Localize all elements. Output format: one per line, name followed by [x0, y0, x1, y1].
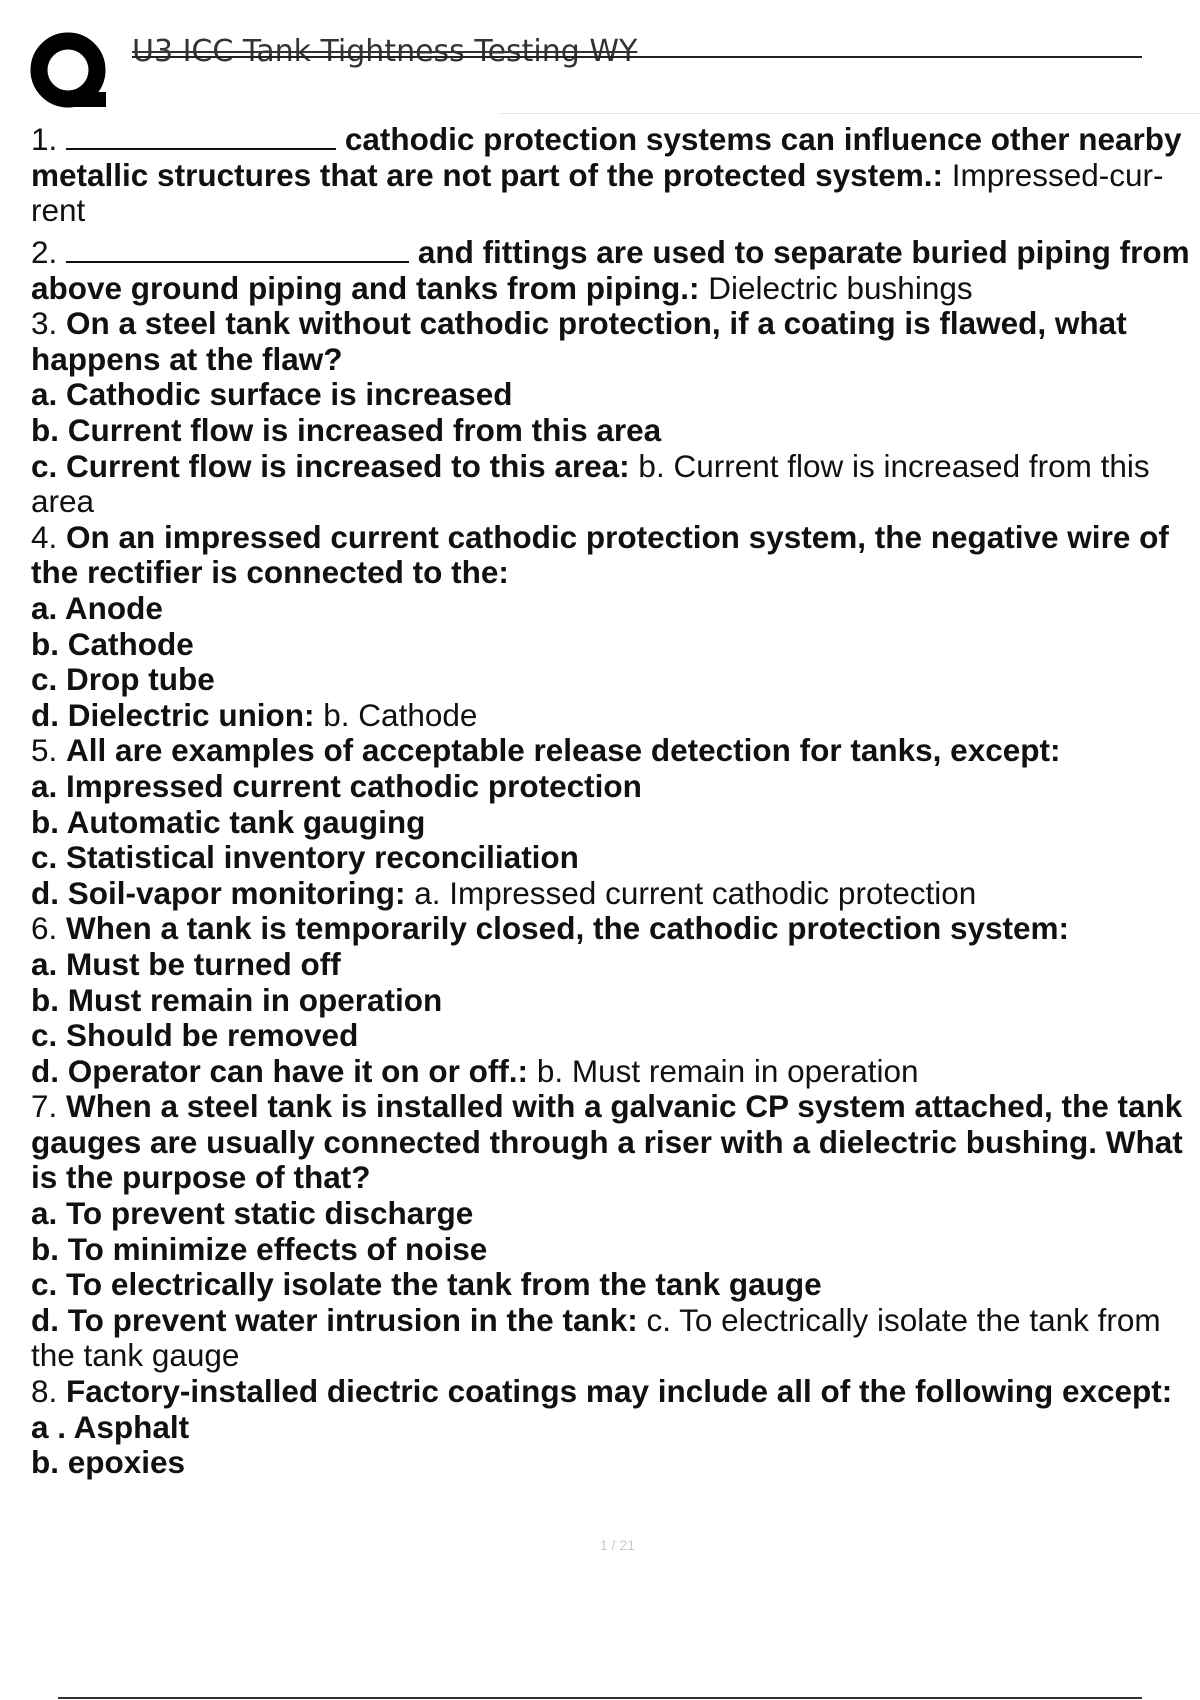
- question-text: b. Must remain in operation: [31, 981, 443, 1018]
- text-line: [31, 1232, 1200, 1268]
- text-line: [31, 193, 1200, 229]
- text-line: [31, 1054, 1200, 1090]
- text-line: [31, 484, 1200, 520]
- question-text: b. Cathode: [31, 625, 194, 662]
- text-line: [31, 1160, 1200, 1196]
- text-line: [31, 377, 1200, 413]
- question-text: c. Should be removed: [31, 1017, 359, 1054]
- text-line: [31, 876, 1200, 912]
- question-text: gauges are usually connected through a riser with a dielectric bushing. What: [31, 1123, 1183, 1160]
- answer-text: Dielectric bushings: [699, 269, 973, 306]
- question-number: 5.: [31, 732, 58, 769]
- question-text: above ground piping and tanks from piping.:: [31, 269, 700, 306]
- title-rule: [132, 56, 1142, 58]
- answer-text: area: [31, 483, 95, 520]
- question-text: When a steel tank is installed with a galvanic CP system attached, the tank: [66, 1088, 1183, 1125]
- answer-text: a. Impressed current cathodic protection: [405, 874, 977, 911]
- question-number: 1.: [31, 121, 58, 158]
- question-text: happens at the flaw?: [31, 340, 343, 377]
- text-line: [31, 342, 1200, 378]
- question-text: d. Operator can have it on or off.:: [31, 1052, 529, 1089]
- question-text: c. Statistical inventory reconciliation: [31, 839, 579, 876]
- bottom-rule: [58, 1697, 1142, 1699]
- fill-in-blank: [66, 116, 336, 150]
- text-line: [31, 520, 1200, 556]
- question-number: 6.: [31, 910, 58, 947]
- question-text: b. To minimize effects of noise: [31, 1230, 488, 1267]
- question-text: the rectifier is connected to the:: [31, 554, 509, 591]
- text-line: [31, 1338, 1200, 1374]
- question-text: a . Asphalt: [31, 1408, 190, 1445]
- text-line: [31, 1196, 1200, 1232]
- text-line: [31, 271, 1200, 307]
- question-text: All are examples of acceptable release detection for tanks, except:: [66, 732, 1061, 769]
- question-text: a. To prevent static discharge: [31, 1195, 474, 1232]
- text-line: [31, 805, 1200, 841]
- text-line: [31, 1018, 1200, 1054]
- text-line: [31, 1410, 1200, 1446]
- question-text: and fittings are used to separate buried piping from: [417, 234, 1190, 271]
- text-line: [31, 591, 1200, 627]
- question-text: a. Cathodic surface is increased: [31, 376, 513, 413]
- question-text: c. To electrically isolate the tank from the tank gauge: [31, 1266, 822, 1303]
- text-line: [31, 229, 1200, 271]
- text-line: [31, 1445, 1200, 1481]
- question-number: 4.: [31, 518, 58, 555]
- text-line: [31, 983, 1200, 1019]
- question-text: is the purpose of that?: [31, 1159, 371, 1196]
- question-text: a. Must be turned off: [31, 945, 341, 982]
- text-line: [31, 158, 1200, 194]
- answer-text: rent: [31, 192, 86, 229]
- question-text: b. Automatic tank gauging: [31, 803, 426, 840]
- question-number: 8.: [31, 1373, 58, 1410]
- question-text: a. Anode: [31, 589, 163, 626]
- answer-text: b. Cathode: [314, 696, 478, 733]
- text-line: [31, 769, 1200, 805]
- question-text: cathodic protection systems can influence other nearby: [344, 121, 1182, 158]
- question-text: d. Soil-vapor monitoring:: [31, 874, 406, 911]
- text-line: [31, 1125, 1200, 1161]
- text-line: [31, 662, 1200, 698]
- text-line: [31, 555, 1200, 591]
- flashcard-content: [31, 116, 1200, 1481]
- text-line: [31, 733, 1200, 769]
- text-line: [31, 911, 1200, 947]
- answer-text: b. Must remain in operation: [528, 1052, 919, 1089]
- question-text: metallic structures that are not part of the protected system.:: [31, 156, 943, 193]
- text-line: [31, 698, 1200, 734]
- question-text: d. To prevent water intrusion in the tank:: [31, 1301, 638, 1338]
- question-text: On an impressed current cathodic protection system, the negative wire of: [66, 518, 1169, 555]
- answer-text: b. Current flow is increased from this: [629, 447, 1150, 484]
- answer-text: Impressed-cur-: [942, 156, 1164, 193]
- question-text: b. epoxies: [31, 1444, 186, 1481]
- page-number: 1 / 21: [599, 1537, 636, 1553]
- text-line: [31, 306, 1200, 342]
- text-line: [31, 1089, 1200, 1125]
- text-line: [31, 1303, 1200, 1339]
- question-number: 2.: [31, 234, 58, 271]
- question-text: b. Current flow is increased from this area: [31, 412, 662, 448]
- question-text: c. Drop tube: [31, 661, 215, 698]
- question-text: c. Current flow is increased to this area:: [31, 447, 630, 484]
- question-text: Factory-installed diectric coatings may include all of the following except:: [66, 1373, 1173, 1410]
- answer-text: c. To electrically isolate the tank from: [637, 1301, 1161, 1338]
- question-number: 3.: [31, 305, 58, 342]
- question-text: a. Impressed current cathodic protection: [31, 767, 642, 804]
- question-text: d. Dielectric union:: [31, 696, 315, 733]
- text-line: [31, 947, 1200, 983]
- text-line: [31, 1374, 1200, 1410]
- text-line: [31, 1267, 1200, 1303]
- text-line: [31, 627, 1200, 663]
- text-line: [31, 449, 1200, 485]
- document-title: U3 ICC Tank Tightness Testing WY: [132, 34, 638, 69]
- question-number: 7.: [31, 1088, 58, 1125]
- quizlet-q-logo-icon: [30, 32, 110, 114]
- question-text: On a steel tank without cathodic protection, if a coating is flawed, what: [66, 305, 1127, 342]
- fill-in-blank: [66, 229, 409, 263]
- text-line: [31, 116, 1200, 158]
- faint-divider: [500, 113, 1200, 114]
- question-text: When a tank is temporarily closed, the cathodic protection system:: [66, 910, 1070, 947]
- answer-text: the tank gauge: [31, 1337, 240, 1374]
- text-line: [31, 840, 1200, 876]
- text-line: [31, 413, 1200, 449]
